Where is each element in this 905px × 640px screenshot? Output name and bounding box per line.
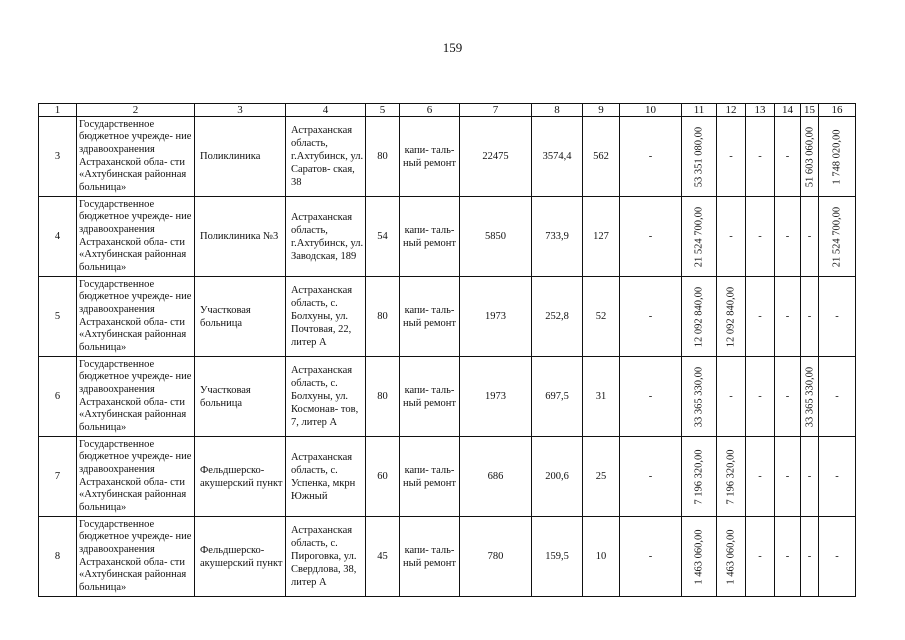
- col7-value: 1973: [460, 277, 532, 357]
- table-row: [39, 357, 856, 437]
- funding-c14: -: [775, 357, 801, 437]
- col7-value: 5850: [460, 197, 532, 277]
- organization-name: Государственное бюджетное учрежде- ние здравоохранения Астраханской обла- сти «Ахтубинская районная больница»: [77, 437, 195, 517]
- organization-name: Государственное бюджетное учрежде- ние здравоохранения Астраханской обла- сти «Ахтубинская районная больница»: [77, 117, 195, 197]
- funding-amount: 1 748 020,00: [831, 128, 843, 185]
- column-header-13: 13: [746, 104, 775, 117]
- funding-c11: [682, 357, 717, 437]
- col9-value: 25: [583, 437, 620, 517]
- row-number: 4: [39, 197, 77, 277]
- funding-c15: -: [801, 437, 819, 517]
- column-header-4: 4: [286, 104, 366, 117]
- funding-amount: 21 524 700,00: [831, 206, 843, 267]
- work-type: капи- таль- ный ремонт: [400, 517, 460, 597]
- row-number: 8: [39, 517, 77, 597]
- row-number: 7: [39, 437, 77, 517]
- organization-name: Государственное бюджетное учрежде- ние здравоохранения Астраханской обла- сти «Ахтубинская районная больница»: [77, 517, 195, 597]
- col5-value: 54: [366, 197, 400, 277]
- funding-c12: -: [717, 357, 746, 437]
- funding-c12: -: [717, 197, 746, 277]
- funding-amount: 12 092 840,00: [693, 286, 705, 347]
- facility-address: Астраханская область, с. Пироговка, ул. Свердлова, 38, литер А: [286, 517, 366, 597]
- work-type: капи- таль- ный ремонт: [400, 437, 460, 517]
- col7-value: 780: [460, 517, 532, 597]
- funding-c14: -: [775, 277, 801, 357]
- funding-c16: -: [819, 517, 856, 597]
- table-row: [39, 117, 856, 197]
- work-type: капи- таль- ный ремонт: [400, 357, 460, 437]
- funding-c13: -: [746, 357, 775, 437]
- area-value: 3574,4: [532, 117, 583, 197]
- col9-value: 52: [583, 277, 620, 357]
- funding-c15: -: [801, 517, 819, 597]
- col9-value: 31: [583, 357, 620, 437]
- col10-value: -: [620, 517, 682, 597]
- column-header-1: 1: [39, 104, 77, 117]
- funding-c14: -: [775, 437, 801, 517]
- funding-c12: [717, 437, 746, 517]
- area-value: 159,5: [532, 517, 583, 597]
- col5-value: 60: [366, 437, 400, 517]
- col9-value: 10: [583, 517, 620, 597]
- column-header-15: 15: [801, 104, 819, 117]
- funding-c12: -: [717, 117, 746, 197]
- funding-c16: [819, 197, 856, 277]
- facility-address: Астраханская область, с. Успенка, мкрн Южный: [286, 437, 366, 517]
- funding-c14: -: [775, 197, 801, 277]
- funding-c14: -: [775, 117, 801, 197]
- funding-c16: -: [819, 277, 856, 357]
- funding-c13: -: [746, 117, 775, 197]
- funding-c14: -: [775, 517, 801, 597]
- header-row: [39, 104, 856, 117]
- column-header-2: 2: [77, 104, 195, 117]
- column-header-5: 5: [366, 104, 400, 117]
- funding-c15: -: [801, 197, 819, 277]
- col5-value: 45: [366, 517, 400, 597]
- column-header-10: 10: [620, 104, 682, 117]
- funding-c13: -: [746, 197, 775, 277]
- column-header-12: 12: [717, 104, 746, 117]
- area-value: 252,8: [532, 277, 583, 357]
- facility-address: Астраханская область, с. Болхуны, ул. Космонав- тов, 7, литер А: [286, 357, 366, 437]
- facility-type: Поликлиника №3: [195, 197, 286, 277]
- column-header-16: 16: [819, 104, 856, 117]
- organization-name: Государственное бюджетное учрежде- ние здравоохранения Астраханской обла- сти «Ахтубинская районная больница»: [77, 277, 195, 357]
- funding-c11: [682, 437, 717, 517]
- funding-c11: [682, 517, 717, 597]
- col10-value: -: [620, 357, 682, 437]
- funding-amount: 21 524 700,00: [693, 206, 705, 267]
- column-header-3: 3: [195, 104, 286, 117]
- col7-value: 1973: [460, 357, 532, 437]
- table-row: [39, 437, 856, 517]
- funding-amount: 33 365 330,00: [804, 366, 815, 427]
- column-header-7: 7: [460, 104, 532, 117]
- col10-value: -: [620, 117, 682, 197]
- area-value: 697,5: [532, 357, 583, 437]
- col10-value: -: [620, 277, 682, 357]
- funding-amount: 12 092 840,00: [725, 286, 737, 347]
- col9-value: 562: [583, 117, 620, 197]
- facility-type: Участковая больница: [195, 277, 286, 357]
- row-number: 3: [39, 117, 77, 197]
- funding-c16: [819, 117, 856, 197]
- table-row: [39, 197, 856, 277]
- work-type: капи- таль- ный ремонт: [400, 117, 460, 197]
- col5-value: 80: [366, 277, 400, 357]
- funding-amount: 1 463 060,00: [725, 528, 737, 585]
- funding-c15: [801, 117, 819, 197]
- col7-value: 686: [460, 437, 532, 517]
- facility-address: Астраханская область, г.Ахтубинск, ул. Саратов- ская, 38: [286, 117, 366, 197]
- work-type: капи- таль- ный ремонт: [400, 197, 460, 277]
- table-row: [39, 277, 856, 357]
- col10-value: -: [620, 197, 682, 277]
- column-header-14: 14: [775, 104, 801, 117]
- organization-name: Государственное бюджетное учрежде- ние здравоохранения Астраханской обла- сти «Ахтубинская районная больница»: [77, 357, 195, 437]
- page-number: 159: [442, 40, 463, 55]
- col9-value: 127: [583, 197, 620, 277]
- col5-value: 80: [366, 357, 400, 437]
- funding-amount: 7 196 320,00: [693, 448, 705, 505]
- funding-amount: 7 196 320,00: [725, 448, 737, 505]
- funding-amount: 51 603 060,00: [804, 126, 815, 187]
- funding-c13: -: [746, 517, 775, 597]
- funding-c12: [717, 517, 746, 597]
- funding-amount: 1 463 060,00: [693, 528, 705, 585]
- col5-value: 80: [366, 117, 400, 197]
- facility-type: Фельдшерско- акушерский пункт: [195, 517, 286, 597]
- area-value: 200,6: [532, 437, 583, 517]
- column-header-6: 6: [400, 104, 460, 117]
- row-number: 5: [39, 277, 77, 357]
- funding-amount: 53 351 080,00: [693, 126, 705, 187]
- funding-c16: -: [819, 437, 856, 517]
- funding-c12: [717, 277, 746, 357]
- organization-name: Государственное бюджетное учрежде- ние здравоохранения Астраханской обла- сти «Ахтубинская районная больница»: [77, 197, 195, 277]
- funding-c11: [682, 117, 717, 197]
- col7-value: 22475: [460, 117, 532, 197]
- facility-type: Фельдшерско- акушерский пункт: [195, 437, 286, 517]
- funding-c13: -: [746, 277, 775, 357]
- row-number: 6: [39, 357, 77, 437]
- work-type: капи- таль- ный ремонт: [400, 277, 460, 357]
- facility-type: Участковая больница: [195, 357, 286, 437]
- area-value: 733,9: [532, 197, 583, 277]
- column-header-9: 9: [583, 104, 620, 117]
- facility-address: Астраханская область, г.Ахтубинск, ул. Заводская, 189: [286, 197, 366, 277]
- funding-c13: -: [746, 437, 775, 517]
- table-row: [39, 517, 856, 597]
- funding-c15: -: [801, 277, 819, 357]
- column-header-11: 11: [682, 104, 717, 117]
- funding-c16: -: [819, 357, 856, 437]
- facility-address: Астраханская область, с. Болхуны, ул. Почтовая, 22, литер А: [286, 277, 366, 357]
- facility-type: Поликлиника: [195, 117, 286, 197]
- funding-c11: [682, 197, 717, 277]
- capital-repair-table: [38, 103, 856, 597]
- col10-value: -: [620, 437, 682, 517]
- funding-amount: 33 365 330,00: [693, 366, 705, 427]
- column-header-8: 8: [532, 104, 583, 117]
- funding-c15: [801, 357, 819, 437]
- funding-c11: [682, 277, 717, 357]
